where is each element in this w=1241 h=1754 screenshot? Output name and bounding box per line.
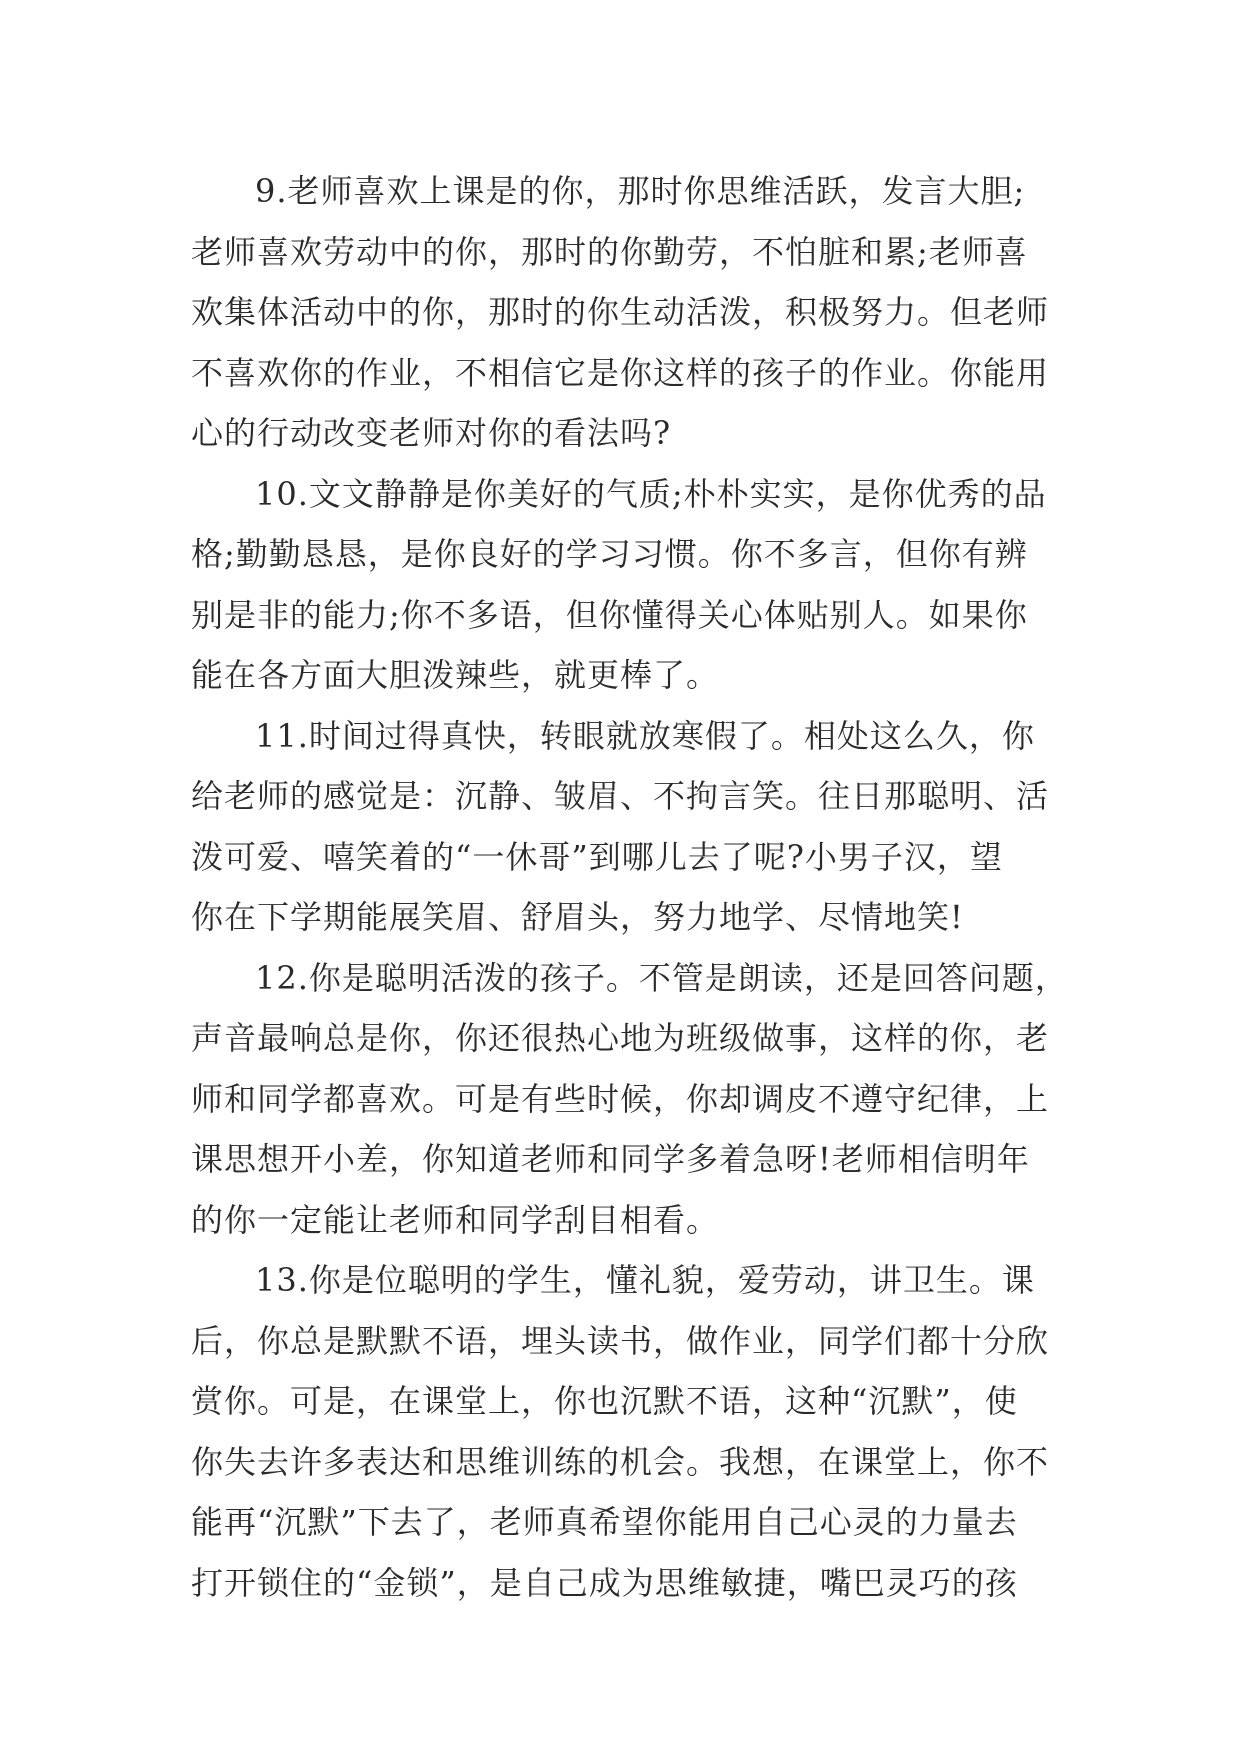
text-line: 11.时间过得真快，转眼就放寒假了。相处这么久，你	[255, 716, 1035, 755]
text-line: 格;勤勤恳恳，是你良好的学习习惯。你不多言，但你有辨	[191, 535, 1028, 573]
text-line: 能再“沉默”下去了，老师真希望你能用自己心灵的力量去	[191, 1503, 1018, 1541]
text-line: 打开锁住的“金锁”，是自己成为思维敏捷，嘴巴灵巧的孩	[191, 1563, 1018, 1602]
text-line: 13.你是位聪明的学生，懂礼貌，爱劳动，讲卫生。课	[255, 1261, 1035, 1299]
text-line: 课思想开小差，你知道老师和同学多着急呀!老师相信明年	[191, 1140, 1030, 1178]
text-line: 欢集体活动中的你，那时的你生动活泼，积极努力。但老师	[191, 293, 1050, 331]
paragraph-12	[191, 948, 1068, 1251]
text-line: 9.老师喜欢上课是的你，那时你思维活跃，发言大胆;	[255, 172, 1026, 210]
text-line: 泼可爱、嘻笑着的“一休哥”到哪儿去了呢?小男子汉，望	[191, 837, 1003, 876]
paragraph-13	[191, 1250, 1061, 1613]
paragraph-11	[191, 706, 1061, 948]
body-text	[191, 161, 1068, 1613]
text-line: 赏你。可是，在课堂上，你也沉默不语，这种“沉默”，使	[191, 1382, 1018, 1420]
text-line: 后，你总是默默不语，埋头读书，做作业，同学们都十分欣	[191, 1321, 1050, 1360]
text-line: 声音最响总是你，你还很热心地为班级做事，这样的你，老	[191, 1019, 1050, 1057]
text-line: 10.文文静静是你美好的气质;朴朴实实，是你优秀的品	[255, 474, 1047, 513]
text-line: 你失去许多表达和思维训练的机会。我想，在课堂上，你不	[191, 1442, 1050, 1481]
text-line: 的你一定能让老师和同学刮目相看。	[191, 1200, 720, 1239]
text-line: 能在各方面大胆泼辣些，就更棒了。	[191, 656, 720, 694]
text-line: 老师喜欢劳动中的你，那时的你勤劳，不怕脏和累;老师喜	[191, 232, 1028, 271]
text-line: 给老师的感觉是：沉静、皱眉、不拘言笑。往日那聪明、活	[191, 777, 1050, 815]
paragraph-9	[191, 161, 1061, 464]
text-line: 别是非的能力;你不多语，但你懂得关心体贴别人。如果你	[191, 595, 1028, 634]
text-line: 师和同学都喜欢。可是有些时候，你却调皮不遵守纪律，上	[191, 1079, 1050, 1118]
text-line: 心的行动改变老师对你的看法吗?	[191, 414, 672, 452]
text-line: 不喜欢你的作业，不相信它是你这样的孩子的作业。你能用	[191, 353, 1050, 392]
text-line: 12.你是聪明活泼的孩子。不管是朗读，还是回答问题，	[255, 958, 1068, 997]
paragraph-10	[191, 464, 1061, 706]
text-line: 你在下学期能展笑眉、舒眉头，努力地学、尽情地笑!	[191, 898, 964, 936]
